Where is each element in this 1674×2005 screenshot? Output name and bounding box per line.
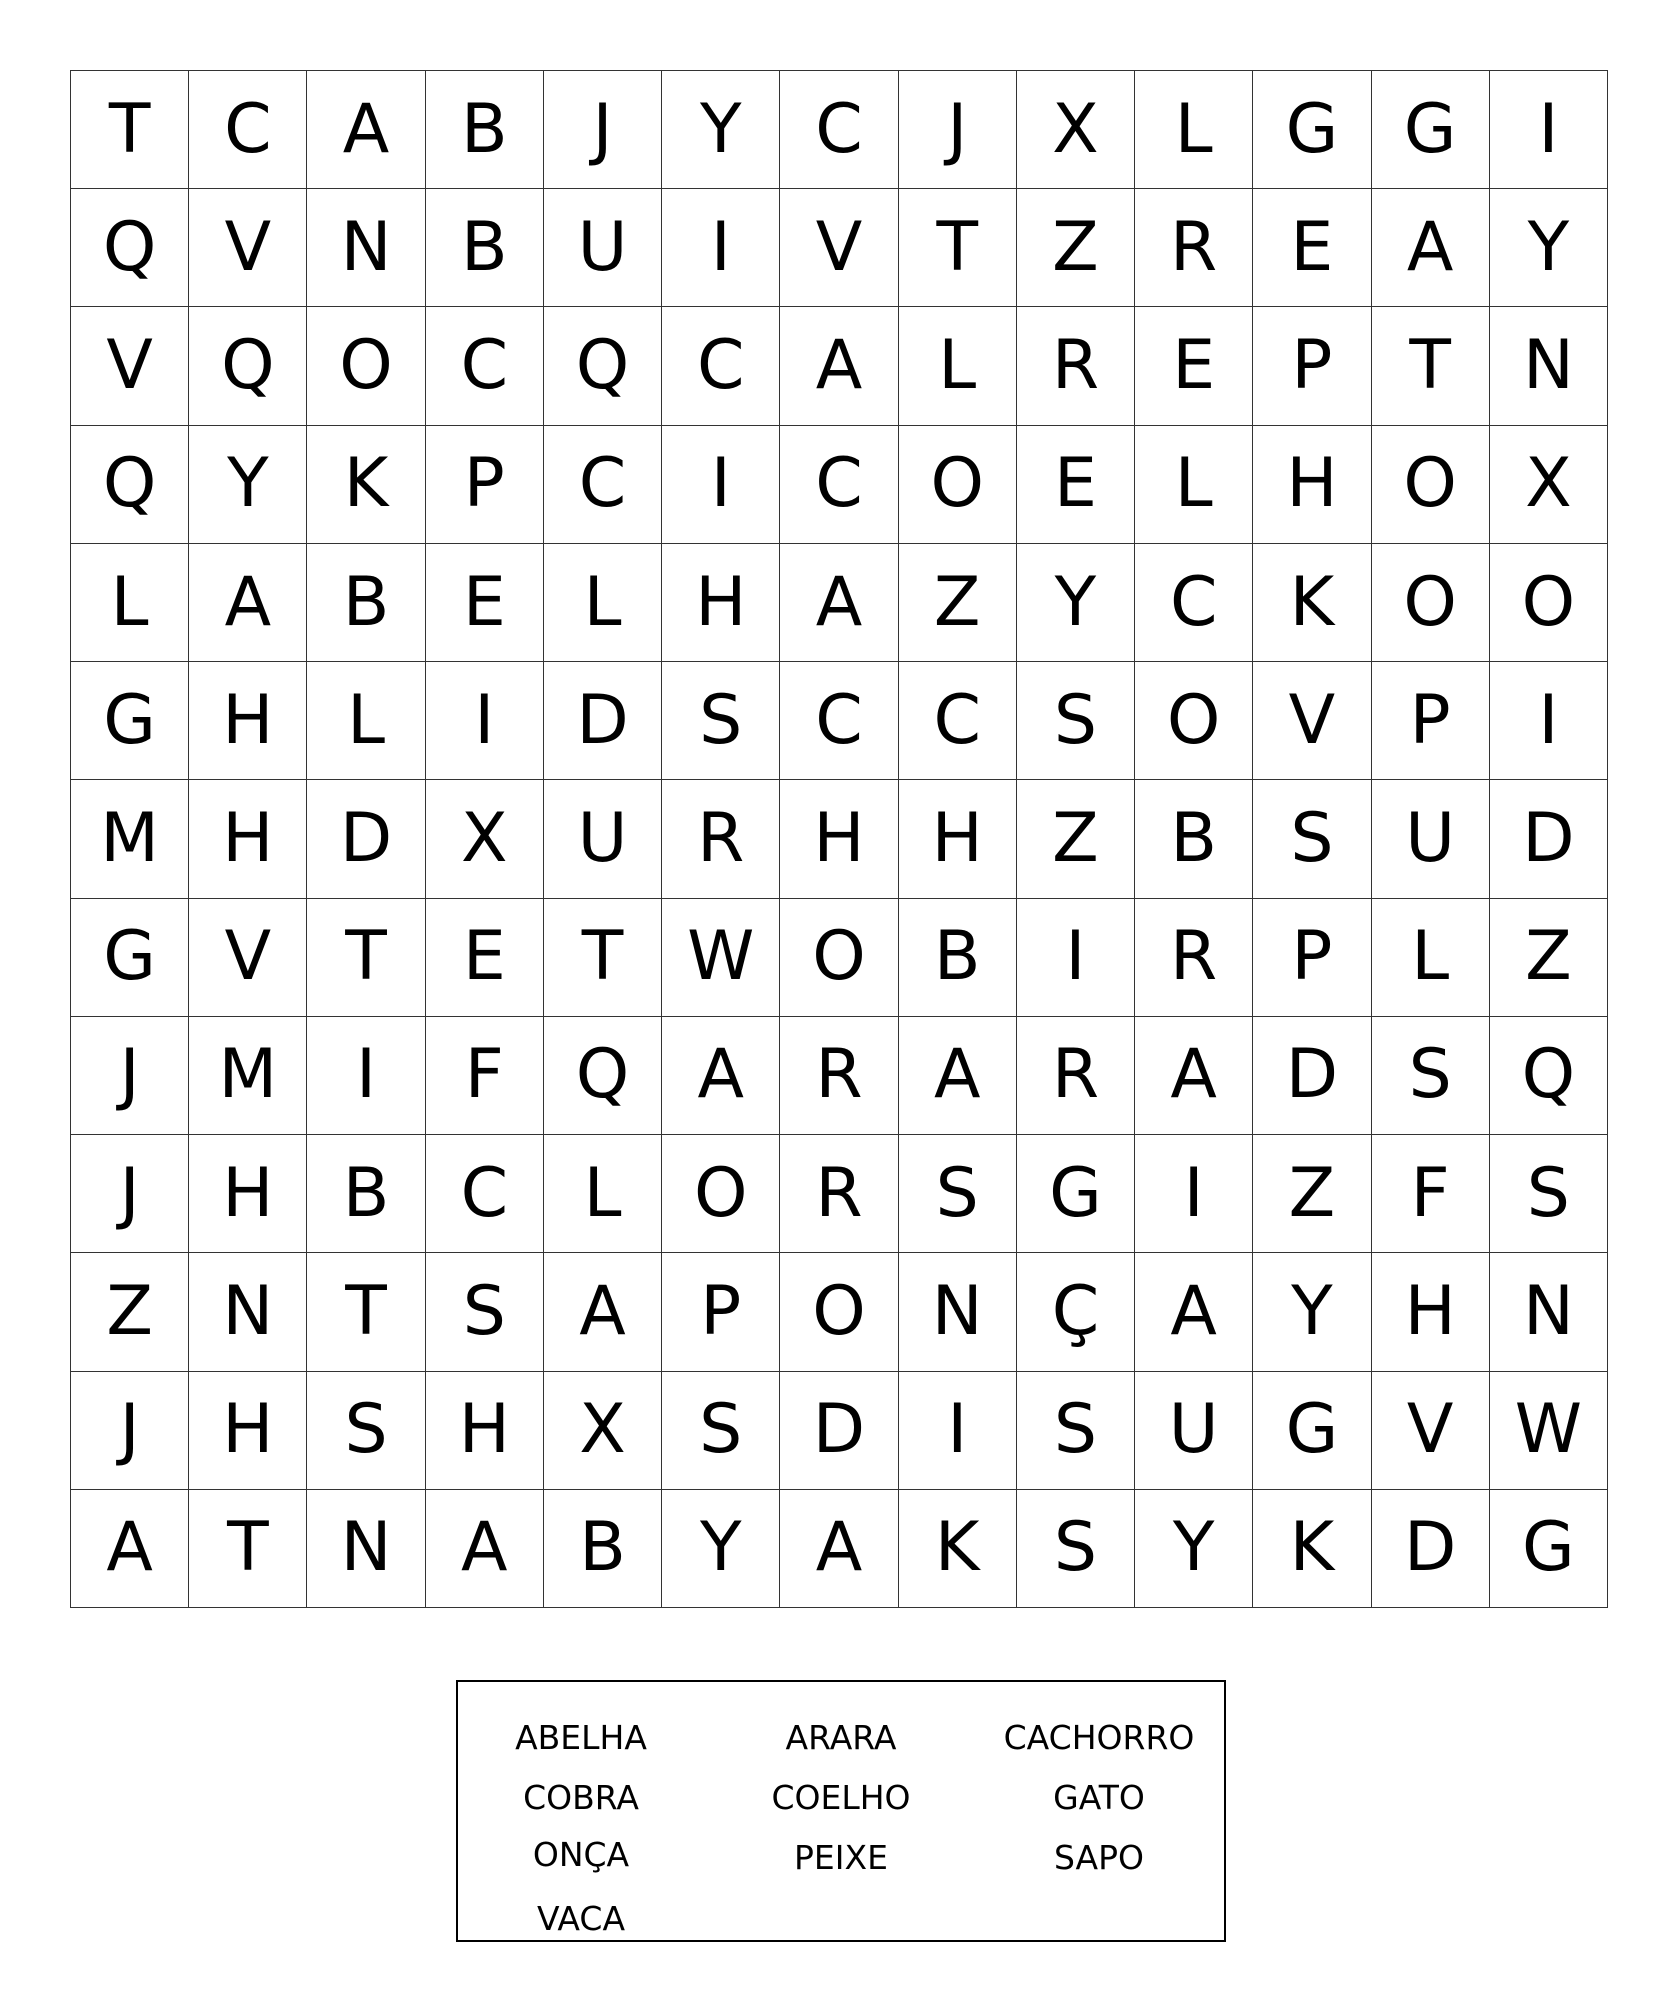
grid-cell-r8-c6[interactable]: W	[662, 899, 780, 1017]
grid-cell-r2-c6[interactable]: I	[662, 189, 780, 307]
word-list	[456, 1680, 1226, 1942]
grid-cell-r9-c12[interactable]: S	[1372, 1017, 1490, 1135]
grid-cell-r10-c10[interactable]: I	[1135, 1135, 1253, 1253]
grid-cell-r11-c6[interactable]: P	[662, 1253, 780, 1371]
grid-cell-r2-c13[interactable]: Y	[1490, 189, 1608, 307]
grid-cell-r8-c5[interactable]: T	[544, 899, 662, 1017]
grid-cell-r9-c10[interactable]: A	[1135, 1017, 1253, 1135]
grid-cell-r6-c5[interactable]: D	[544, 662, 662, 780]
grid-cell-r13-c3[interactable]: N	[307, 1490, 425, 1608]
grid-cell-r8-c2[interactable]: V	[189, 899, 307, 1017]
grid-cell-r9-c13[interactable]: Q	[1490, 1017, 1608, 1135]
grid-cell-r4-c1[interactable]: Q	[71, 426, 189, 544]
grid-cell-r12-c2[interactable]: H	[189, 1372, 307, 1490]
grid-cell-r5-c4[interactable]: E	[426, 544, 544, 662]
grid-cell-r1-c10[interactable]: L	[1135, 71, 1253, 189]
word-item-vaca: VACA	[536, 1899, 626, 1938]
grid-cell-r3-c11[interactable]: P	[1253, 307, 1371, 425]
grid-cell-r5-c5[interactable]: L	[544, 544, 662, 662]
grid-cell-r4-c11[interactable]: H	[1253, 426, 1371, 544]
grid-cell-r7-c12[interactable]: U	[1372, 780, 1490, 898]
grid-cell-r12-c1[interactable]: J	[71, 1372, 189, 1490]
grid-cell-r3-c5[interactable]: Q	[544, 307, 662, 425]
grid-cell-r12-c3[interactable]: S	[307, 1372, 425, 1490]
grid-cell-r1-c1[interactable]: T	[71, 71, 189, 189]
grid-cell-r13-c5[interactable]: B	[544, 1490, 662, 1608]
grid-cell-r6-c4[interactable]: I	[426, 662, 544, 780]
grid-cell-r13-c9[interactable]: S	[1017, 1490, 1135, 1608]
grid-cell-r11-c10[interactable]: A	[1135, 1253, 1253, 1371]
grid-cell-r3-c3[interactable]: O	[307, 307, 425, 425]
grid-cell-r13-c8[interactable]: K	[899, 1490, 1017, 1608]
grid-cell-r2-c3[interactable]: N	[307, 189, 425, 307]
grid-cell-r4-c8[interactable]: O	[899, 426, 1017, 544]
grid-cell-r9-c6[interactable]: A	[662, 1017, 780, 1135]
grid-cell-r6-c3[interactable]: L	[307, 662, 425, 780]
grid-cell-r6-c12[interactable]: P	[1372, 662, 1490, 780]
grid-cell-r13-c4[interactable]: A	[426, 1490, 544, 1608]
grid-cell-r11-c11[interactable]: Y	[1253, 1253, 1371, 1371]
grid-cell-r12-c9[interactable]: S	[1017, 1372, 1135, 1490]
grid-cell-r4-c13[interactable]: X	[1490, 426, 1608, 544]
grid-cell-r1-c13[interactable]: I	[1490, 71, 1608, 189]
grid-cell-r4-c3[interactable]: K	[307, 426, 425, 544]
grid-cell-r6-c6[interactable]: S	[662, 662, 780, 780]
grid-cell-r9-c8[interactable]: A	[899, 1017, 1017, 1135]
grid-cell-r4-c9[interactable]: E	[1017, 426, 1135, 544]
grid-cell-r3-c10[interactable]: E	[1135, 307, 1253, 425]
grid-cell-r6-c1[interactable]: G	[71, 662, 189, 780]
grid-cell-r1-c3[interactable]: A	[307, 71, 425, 189]
grid-cell-r3-c4[interactable]: C	[426, 307, 544, 425]
grid-cell-r7-c5[interactable]: U	[544, 780, 662, 898]
grid-cell-r1-c2[interactable]: C	[189, 71, 307, 189]
grid-cell-r10-c7[interactable]: R	[780, 1135, 898, 1253]
grid-cell-r1-c4[interactable]: B	[426, 71, 544, 189]
grid-cell-r8-c4[interactable]: E	[426, 899, 544, 1017]
grid-cell-r8-c9[interactable]: I	[1017, 899, 1135, 1017]
grid-cell-r8-c8[interactable]: B	[899, 899, 1017, 1017]
word-item-gato: GATO	[1053, 1778, 1145, 1817]
grid-cell-r10-c2[interactable]: H	[189, 1135, 307, 1253]
grid-cell-r5-c8[interactable]: Z	[899, 544, 1017, 662]
grid-cell-r7-c13[interactable]: D	[1490, 780, 1608, 898]
grid-cell-r12-c5[interactable]: X	[544, 1372, 662, 1490]
grid-cell-r5-c6[interactable]: H	[662, 544, 780, 662]
grid-cell-r7-c1[interactable]: M	[71, 780, 189, 898]
word-item-peixe: PEIXE	[794, 1838, 888, 1877]
grid-cell-r9-c1[interactable]: J	[71, 1017, 189, 1135]
grid-cell-r7-c4[interactable]: X	[426, 780, 544, 898]
grid-cell-r1-c12[interactable]: G	[1372, 71, 1490, 189]
grid-cell-r11-c8[interactable]: N	[899, 1253, 1017, 1371]
grid-cell-r5-c12[interactable]: O	[1372, 544, 1490, 662]
word-item-sapo: SAPO	[1053, 1838, 1144, 1877]
grid-cell-r3-c9[interactable]: R	[1017, 307, 1135, 425]
grid-cell-r8-c10[interactable]: R	[1135, 899, 1253, 1017]
grid-cell-r4-c2[interactable]: Y	[189, 426, 307, 544]
grid-cell-r3-c7[interactable]: A	[780, 307, 898, 425]
grid-cell-r5-c9[interactable]: Y	[1017, 544, 1135, 662]
grid-cell-r12-c11[interactable]: G	[1253, 1372, 1371, 1490]
grid-cell-r1-c9[interactable]: X	[1017, 71, 1135, 189]
grid-cell-r7-c3[interactable]: D	[307, 780, 425, 898]
word-item-abelha: ABELHA	[515, 1718, 647, 1757]
grid-cell-r11-c7[interactable]: O	[780, 1253, 898, 1371]
grid-cell-r7-c11[interactable]: S	[1253, 780, 1371, 898]
word-item-cachorro: CACHORRO	[1003, 1718, 1195, 1757]
grid-cell-r5-c11[interactable]: K	[1253, 544, 1371, 662]
grid-cell-r2-c12[interactable]: A	[1372, 189, 1490, 307]
grid-cell-r7-c6[interactable]: R	[662, 780, 780, 898]
grid-cell-r2-c1[interactable]: Q	[71, 189, 189, 307]
grid-cell-r10-c13[interactable]: S	[1490, 1135, 1608, 1253]
grid-cell-r5-c3[interactable]: B	[307, 544, 425, 662]
grid-cell-r13-c7[interactable]: A	[780, 1490, 898, 1608]
grid-cell-r13-c10[interactable]: Y	[1135, 1490, 1253, 1608]
grid-cell-r13-c6[interactable]: Y	[662, 1490, 780, 1608]
grid-cell-r11-c12[interactable]: H	[1372, 1253, 1490, 1371]
grid-cell-r10-c1[interactable]: J	[71, 1135, 189, 1253]
grid-cell-r12-c13[interactable]: W	[1490, 1372, 1608, 1490]
grid-cell-r3-c1[interactable]: V	[71, 307, 189, 425]
grid-cell-r6-c13[interactable]: I	[1490, 662, 1608, 780]
grid-cell-r10-c9[interactable]: G	[1017, 1135, 1135, 1253]
grid-cell-r5-c13[interactable]: O	[1490, 544, 1608, 662]
grid-cell-r11-c2[interactable]: N	[189, 1253, 307, 1371]
grid-cell-r11-c4[interactable]: S	[426, 1253, 544, 1371]
grid-cell-r10-c11[interactable]: Z	[1253, 1135, 1371, 1253]
grid-cell-r1-c8[interactable]: J	[899, 71, 1017, 189]
grid-cell-r12-c10[interactable]: U	[1135, 1372, 1253, 1490]
grid-cell-r5-c10[interactable]: C	[1135, 544, 1253, 662]
grid-cell-r1-c6[interactable]: Y	[662, 71, 780, 189]
grid-cell-r4-c6[interactable]: I	[662, 426, 780, 544]
grid-cell-r9-c5[interactable]: Q	[544, 1017, 662, 1135]
letter-grid	[70, 70, 1608, 1608]
grid-cell-r6-c11[interactable]: V	[1253, 662, 1371, 780]
grid-cell-r2-c7[interactable]: V	[780, 189, 898, 307]
grid-cell-r6-c9[interactable]: S	[1017, 662, 1135, 780]
grid-cell-r2-c2[interactable]: V	[189, 189, 307, 307]
grid-cell-r7-c2[interactable]: H	[189, 780, 307, 898]
grid-cell-r12-c7[interactable]: D	[780, 1372, 898, 1490]
grid-cell-r4-c5[interactable]: C	[544, 426, 662, 544]
grid-cell-r11-c1[interactable]: Z	[71, 1253, 189, 1371]
word-item-arara: ARARA	[785, 1718, 897, 1757]
grid-cell-r12-c6[interactable]: S	[662, 1372, 780, 1490]
grid-cell-r6-c10[interactable]: O	[1135, 662, 1253, 780]
grid-cell-r1-c5[interactable]: J	[544, 71, 662, 189]
grid-cell-r4-c7[interactable]: C	[780, 426, 898, 544]
grid-cell-r6-c7[interactable]: C	[780, 662, 898, 780]
word-item-cobra: COBRA	[523, 1778, 639, 1817]
grid-cell-r3-c2[interactable]: Q	[189, 307, 307, 425]
grid-cell-r3-c8[interactable]: L	[899, 307, 1017, 425]
word-item-onca: ONÇA	[532, 1835, 630, 1874]
grid-cell-r8-c7[interactable]: O	[780, 899, 898, 1017]
grid-cell-r11-c3[interactable]: T	[307, 1253, 425, 1371]
grid-cell-r2-c5[interactable]: U	[544, 189, 662, 307]
grid-cell-r7-c9[interactable]: Z	[1017, 780, 1135, 898]
grid-cell-r11-c13[interactable]: N	[1490, 1253, 1608, 1371]
grid-cell-r1-c7[interactable]: C	[780, 71, 898, 189]
grid-cell-r2-c9[interactable]: Z	[1017, 189, 1135, 307]
grid-cell-r7-c7[interactable]: H	[780, 780, 898, 898]
grid-cell-r10-c6[interactable]: O	[662, 1135, 780, 1253]
grid-cell-r8-c11[interactable]: P	[1253, 899, 1371, 1017]
grid-cell-r8-c13[interactable]: Z	[1490, 899, 1608, 1017]
grid-cell-r4-c4[interactable]: P	[426, 426, 544, 544]
grid-cell-r10-c8[interactable]: S	[899, 1135, 1017, 1253]
grid-cell-r13-c11[interactable]: K	[1253, 1490, 1371, 1608]
grid-cell-r4-c10[interactable]: L	[1135, 426, 1253, 544]
grid-cell-r9-c7[interactable]: R	[780, 1017, 898, 1135]
grid-cell-r6-c8[interactable]: C	[899, 662, 1017, 780]
grid-cell-r5-c2[interactable]: A	[189, 544, 307, 662]
grid-cell-r9-c9[interactable]: R	[1017, 1017, 1135, 1135]
grid-cell-r12-c12[interactable]: V	[1372, 1372, 1490, 1490]
grid-cell-r12-c8[interactable]: I	[899, 1372, 1017, 1490]
grid-cell-r7-c10[interactable]: B	[1135, 780, 1253, 898]
grid-cell-r9-c4[interactable]: F	[426, 1017, 544, 1135]
grid-cell-r9-c3[interactable]: I	[307, 1017, 425, 1135]
grid-cell-r8-c12[interactable]: L	[1372, 899, 1490, 1017]
grid-cell-r12-c4[interactable]: H	[426, 1372, 544, 1490]
grid-cell-r13-c12[interactable]: D	[1372, 1490, 1490, 1608]
grid-cell-r13-c1[interactable]: A	[71, 1490, 189, 1608]
grid-cell-r10-c5[interactable]: L	[544, 1135, 662, 1253]
grid-cell-r7-c8[interactable]: H	[899, 780, 1017, 898]
grid-cell-r10-c4[interactable]: C	[426, 1135, 544, 1253]
grid-cell-r10-c3[interactable]: B	[307, 1135, 425, 1253]
grid-cell-r5-c1[interactable]: L	[71, 544, 189, 662]
grid-cell-r9-c2[interactable]: M	[189, 1017, 307, 1135]
grid-cell-r2-c4[interactable]: B	[426, 189, 544, 307]
word-item-coelho: COELHO	[771, 1778, 911, 1817]
grid-cell-r2-c10[interactable]: R	[1135, 189, 1253, 307]
grid-cell-r2-c8[interactable]: T	[899, 189, 1017, 307]
grid-cell-r3-c6[interactable]: C	[662, 307, 780, 425]
grid-cell-r4-c12[interactable]: O	[1372, 426, 1490, 544]
grid-cell-r11-c9[interactable]: Ç	[1017, 1253, 1135, 1371]
grid-cell-r5-c7[interactable]: A	[780, 544, 898, 662]
grid-cell-r3-c12[interactable]: T	[1372, 307, 1490, 425]
grid-cell-r13-c13[interactable]: G	[1490, 1490, 1608, 1608]
grid-cell-r13-c2[interactable]: T	[189, 1490, 307, 1608]
grid-cell-r8-c1[interactable]: G	[71, 899, 189, 1017]
grid-cell-r1-c11[interactable]: G	[1253, 71, 1371, 189]
grid-cell-r10-c12[interactable]: F	[1372, 1135, 1490, 1253]
grid-cell-r11-c5[interactable]: A	[544, 1253, 662, 1371]
grid-cell-r8-c3[interactable]: T	[307, 899, 425, 1017]
grid-cell-r9-c11[interactable]: D	[1253, 1017, 1371, 1135]
grid-cell-r2-c11[interactable]: E	[1253, 189, 1371, 307]
grid-cell-r3-c13[interactable]: N	[1490, 307, 1608, 425]
grid-cell-r6-c2[interactable]: H	[189, 662, 307, 780]
